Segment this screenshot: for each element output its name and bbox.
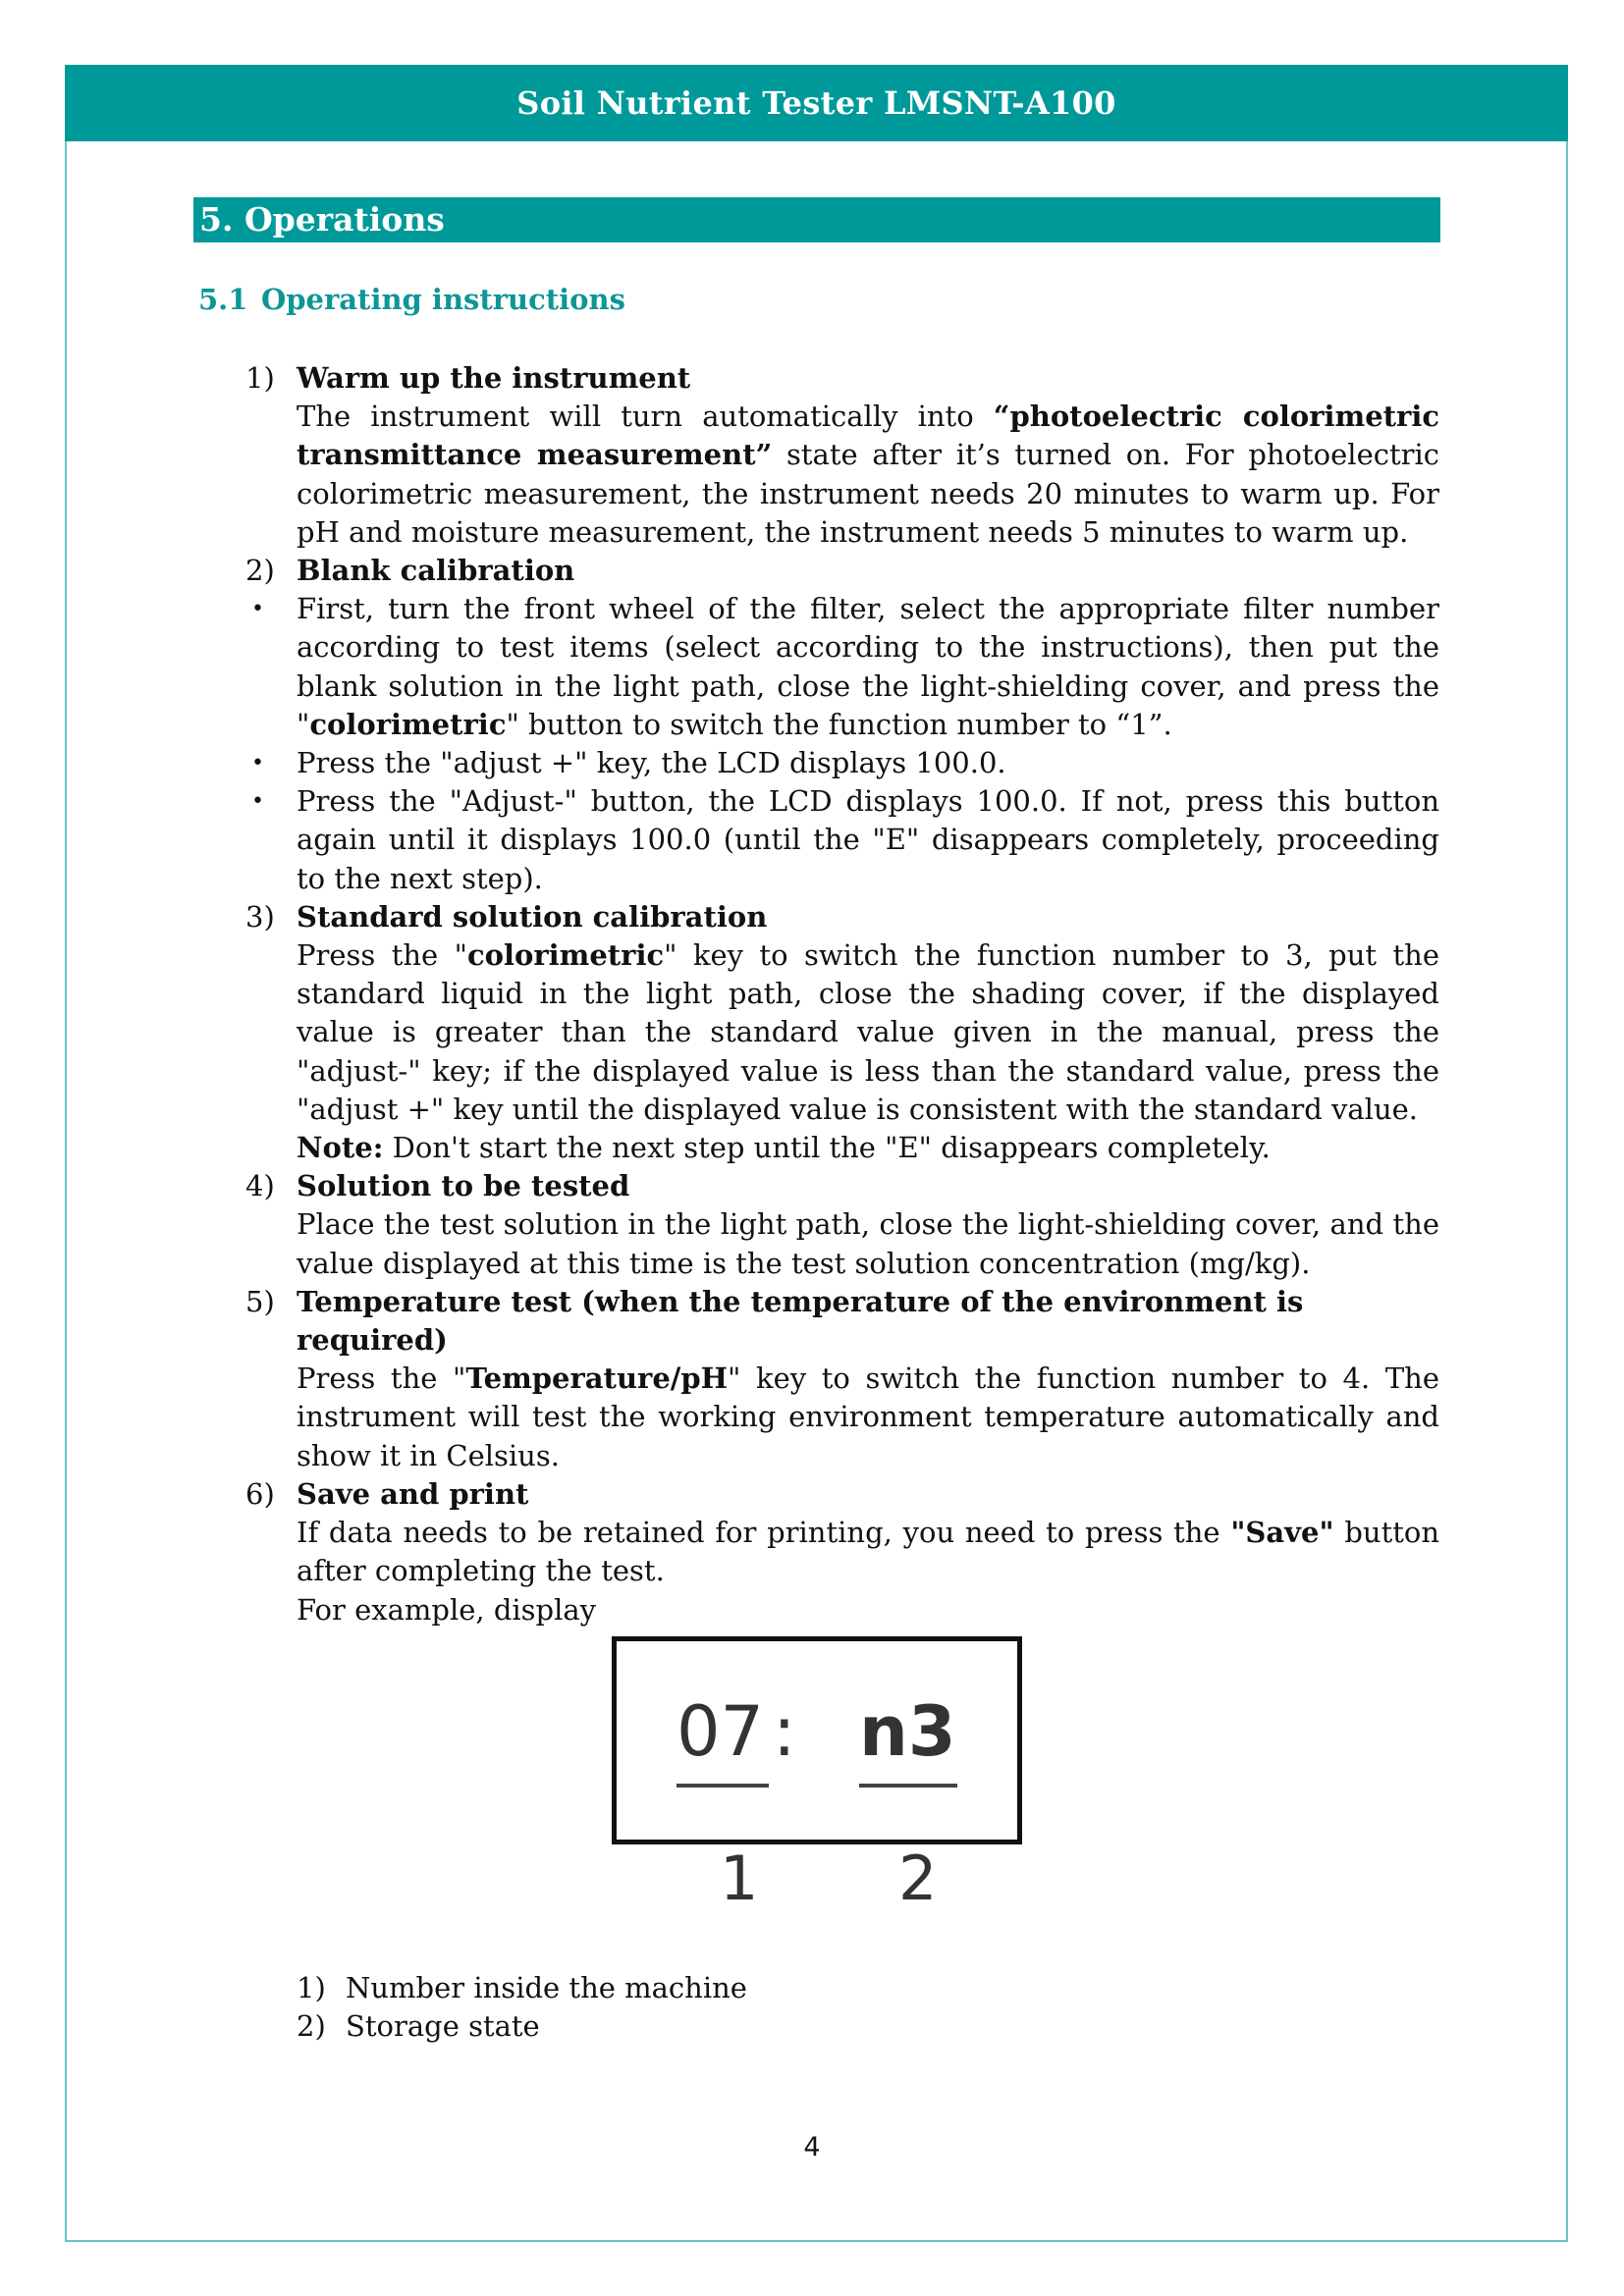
- step-marker: 2): [245, 554, 275, 588]
- document-title: Soil Nutrient Tester LMSNT-A100: [516, 84, 1116, 122]
- lcd-storage-state: n3: [859, 1691, 956, 1772]
- text-run: Press the ": [297, 938, 467, 973]
- bullet-icon: •: [251, 789, 264, 815]
- legend-text: Storage state: [346, 2009, 540, 2044]
- text-run: Press the ": [297, 1362, 466, 1396]
- step-title: Blank calibration: [297, 554, 575, 588]
- legend-item: [297, 2007, 747, 2046]
- subsection-number: 5.1: [198, 283, 248, 316]
- bullet-item: [245, 590, 1439, 744]
- step-6: [245, 1475, 1439, 1629]
- bullet-text: Press the "adjust +" key, the LCD displays 100.0.: [297, 746, 1006, 780]
- page-number: 4: [803, 2132, 821, 2163]
- figure-label-1: 1: [720, 1842, 759, 1914]
- step-marker: 6): [245, 1476, 275, 1511]
- document-header: [65, 65, 1568, 141]
- text-run: If data needs to be retained for printing, you need to press the: [297, 1516, 1231, 1550]
- underline-marker: [859, 1784, 957, 1788]
- step-1: [245, 359, 1439, 552]
- lcd-display-figure: [612, 1636, 1022, 1914]
- bullet-icon: •: [251, 751, 264, 776]
- legend-item: [297, 1969, 747, 2007]
- text-run: First, turn the front wheel of the filter, select the appropriate filter number according to test items (select according to the instructions), then put the blank solution in the light path, close the light-shielding cover, and press the ": [297, 592, 1439, 741]
- step-note: [297, 1129, 1439, 1167]
- legend-marker: 1): [297, 1971, 326, 2004]
- lcd-machine-number: 07: [677, 1691, 765, 1772]
- bullet-item: [245, 744, 1439, 782]
- text-run: " key to switch the function number to 3, put the standard liquid in the light path, close the shading cover, if the displayed value is greater than the standard value given in the manual, press the "adjust-" key; if the displayed value is less than the standard value, press the "adjust +" key until the displayed value is consistent with the standard value.: [297, 938, 1439, 1126]
- step-marker: 3): [245, 899, 275, 934]
- step-title: Temperature test (when the temperature of the environment is required): [297, 1284, 1304, 1358]
- step-4: [245, 1167, 1439, 1283]
- note-text: Don't start the next step until the "E" disappears completely.: [383, 1131, 1271, 1165]
- text-run: button after completing the test.: [297, 1516, 1440, 1588]
- note-label: Note:: [297, 1131, 384, 1165]
- figure-label-2: 2: [898, 1842, 938, 1914]
- step-title: Standard solution calibration: [297, 899, 768, 934]
- text-run: " button to switch the function number to “1”.: [506, 707, 1172, 741]
- step-paragraph: For example, display: [297, 1592, 597, 1627]
- legend-text: Number inside the machine: [346, 1971, 747, 2004]
- figure-legend: [297, 1969, 747, 2046]
- text-run: The instrument will turn automatically into: [297, 400, 994, 434]
- bullet-icon: •: [251, 597, 264, 622]
- text-run: state after it’s turned on. For photoelectric colorimetric measurement, the instrument needs 20 minutes to warm up. For pH and moisture measurement, the instrument needs 5 minutes to warm up.: [297, 438, 1440, 549]
- step-title: Save and print: [297, 1476, 529, 1511]
- text-run: " key to switch the function number to 4. The instrument will test the working environment temperature automatically and show it in Celsius.: [297, 1362, 1439, 1472]
- subsection-heading: [198, 283, 625, 316]
- emphasis-text: colorimetric: [309, 707, 507, 741]
- legend-marker: 2): [297, 2009, 326, 2044]
- step-title: Warm up the instrument: [297, 361, 691, 395]
- step-marker: 1): [245, 361, 275, 395]
- step-5: [245, 1283, 1439, 1475]
- step-2: [245, 552, 1439, 590]
- step-3: [245, 898, 1439, 1167]
- underline-marker: [677, 1784, 769, 1788]
- bullet-item: [245, 782, 1439, 898]
- step-marker: 4): [245, 1169, 275, 1203]
- step-paragraph: [297, 1514, 1439, 1590]
- emphasis-text: "Save": [1230, 1516, 1334, 1550]
- instructions-list: [245, 359, 1439, 1629]
- subsection-title: Operating instructions: [261, 283, 625, 316]
- emphasis-text: Temperature/pH: [465, 1362, 729, 1396]
- section-heading: 5. Operations: [193, 197, 1440, 242]
- lcd-colon: :: [773, 1691, 796, 1772]
- step-marker: 5): [245, 1284, 275, 1318]
- emphasis-text: “photoelectric colorimetric transmittance measurement”: [297, 400, 1439, 472]
- lcd-display-frame: [612, 1636, 1022, 1844]
- bullet-text: [297, 590, 1439, 744]
- step-paragraph: [297, 1360, 1439, 1475]
- step-paragraph: Place the test solution in the light path, close the light-shielding cover, and the value displayed at this time is the test solution concentration (mg/kg).: [297, 1207, 1439, 1280]
- step-paragraph: [297, 398, 1439, 552]
- step-paragraph: [297, 936, 1439, 1129]
- bullet-text: Press the "Adjust-" button, the LCD displays 100.0. If not, press this button again until it displays 100.0 (until the "E" disappears completely, proceeding to the next step).: [297, 784, 1439, 895]
- step-title: Solution to be tested: [297, 1169, 630, 1203]
- emphasis-text: colorimetric: [466, 938, 665, 973]
